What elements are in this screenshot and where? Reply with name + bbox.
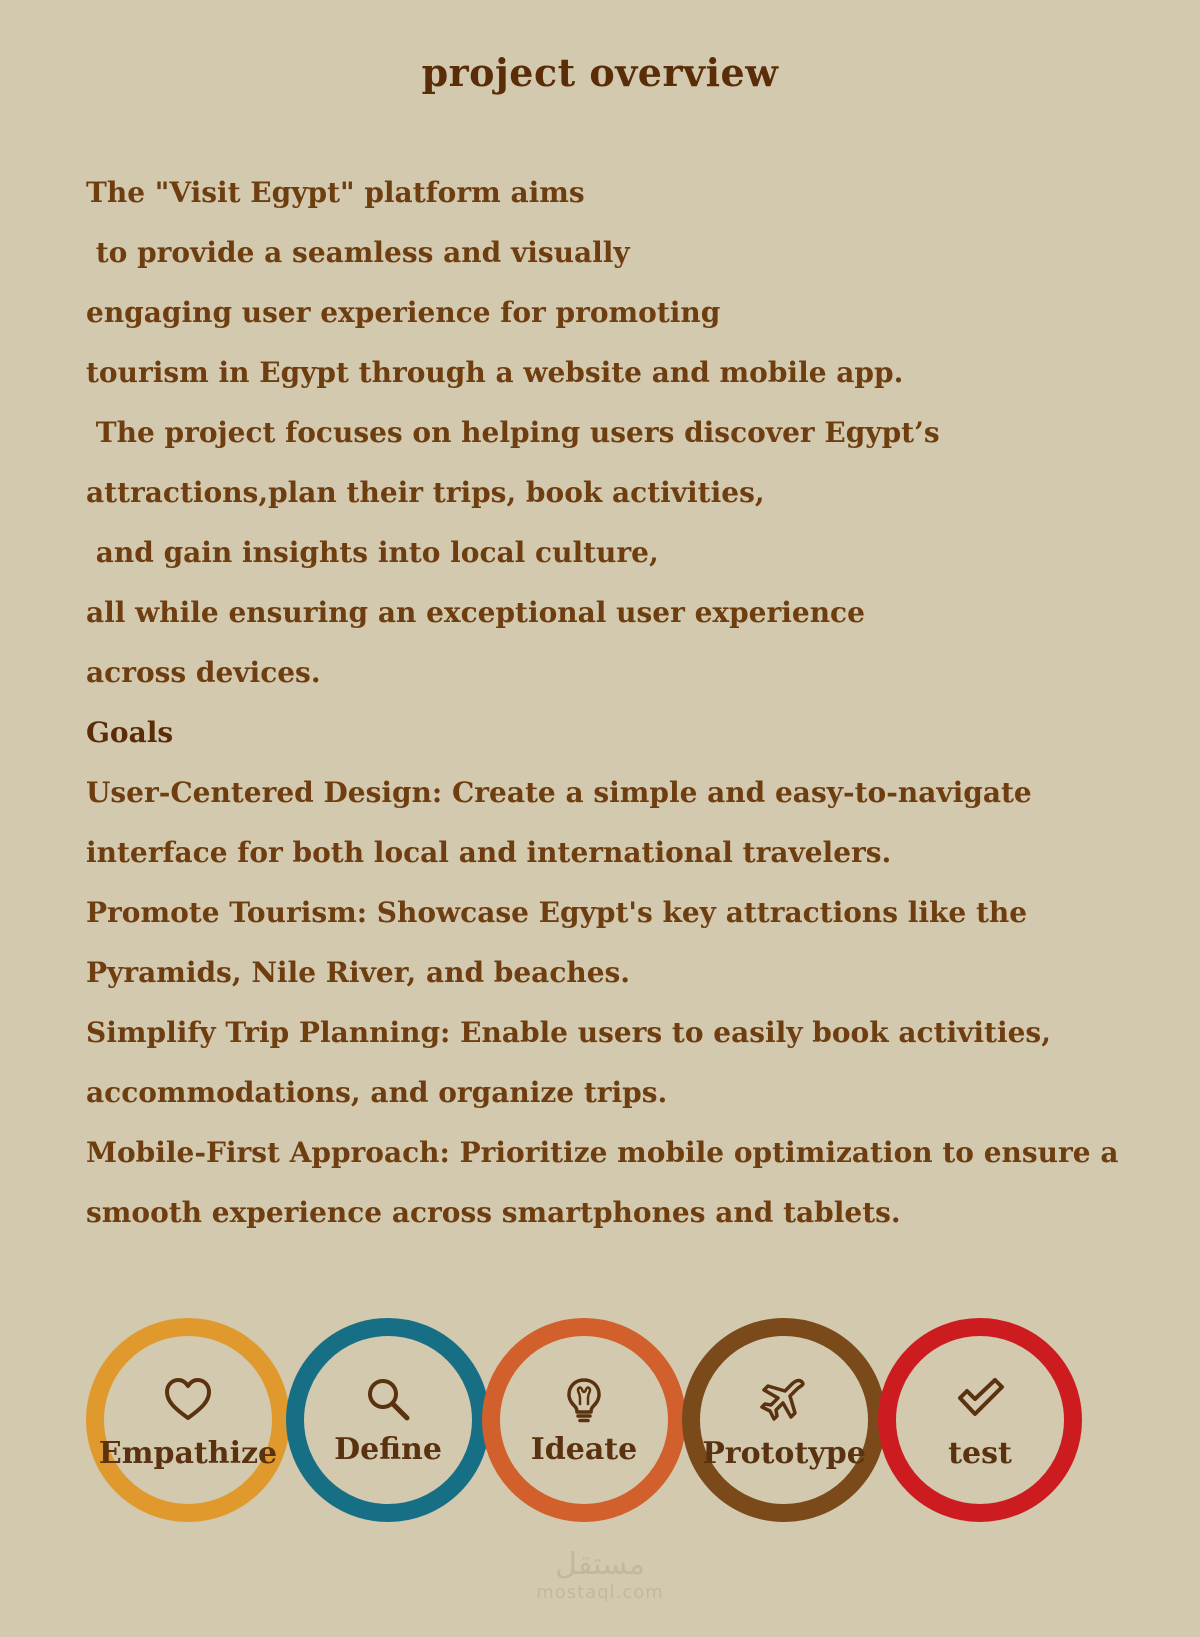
phase-empathize [86, 1318, 290, 1522]
phase-label: Ideate [530, 1432, 638, 1467]
overview-line: across devices. [86, 656, 321, 689]
phase-prototype [682, 1318, 886, 1522]
overview-line: attractions,plan their trips, book activities, [86, 476, 765, 509]
page-title: project overview [421, 50, 779, 95]
goal-line: accommodations, and organize trips. [86, 1076, 668, 1109]
goal-line: smooth experience across smartphones and tablets. [86, 1196, 901, 1229]
design-thinking-phases [86, 1318, 1126, 1538]
overview-line: engaging user experience for promoting [86, 296, 721, 329]
overview-line: to provide a seamless and visually [86, 236, 630, 269]
phase-define [286, 1318, 490, 1522]
search-icon [362, 1374, 414, 1426]
overview-line: and gain insights into local culture, [86, 536, 659, 569]
overview-line: The project focuses on helping users discover Egypt’s [86, 416, 940, 449]
airplane-icon [758, 1374, 810, 1426]
lightbulb-icon [558, 1374, 610, 1426]
overview-line: all while ensuring an exceptional user experience [86, 596, 865, 629]
phase-label: test [948, 1436, 1012, 1471]
goal-line: Simplify Trip Planning: Enable users to easily book activities, [86, 1016, 1051, 1049]
goal-line: Mobile-First Approach: Prioritize mobile optimization to ensure a [86, 1136, 1119, 1169]
goal-line: Promote Tourism: Showcase Egypt's key attractions like the [86, 896, 1028, 929]
overview-line: The "Visit Egypt" platform aims [86, 176, 585, 209]
watermark [0, 1548, 1200, 1603]
overview-section [86, 163, 1166, 1243]
goal-line: interface for both local and international travelers. [86, 836, 892, 869]
checkmark-icon [954, 1374, 1006, 1426]
watermark-latin: mostaql.com [536, 1582, 664, 1603]
heart-icon [162, 1374, 214, 1426]
overview-line: tourism in Egypt through a website and mobile app. [86, 356, 904, 389]
phase-label: Define [334, 1432, 442, 1467]
goal-line: Pyramids, Nile River, and beaches. [86, 956, 631, 989]
phase-ideate [482, 1318, 686, 1522]
goal-line: User-Centered Design: Create a simple and easy-to-navigate [86, 776, 1032, 809]
goals-heading: Goals [86, 716, 174, 749]
phase-label: Prototype [702, 1436, 866, 1471]
watermark-arabic: مستقل [555, 1547, 645, 1582]
phase-test [878, 1318, 1082, 1522]
phase-label: Empathize [98, 1436, 278, 1471]
